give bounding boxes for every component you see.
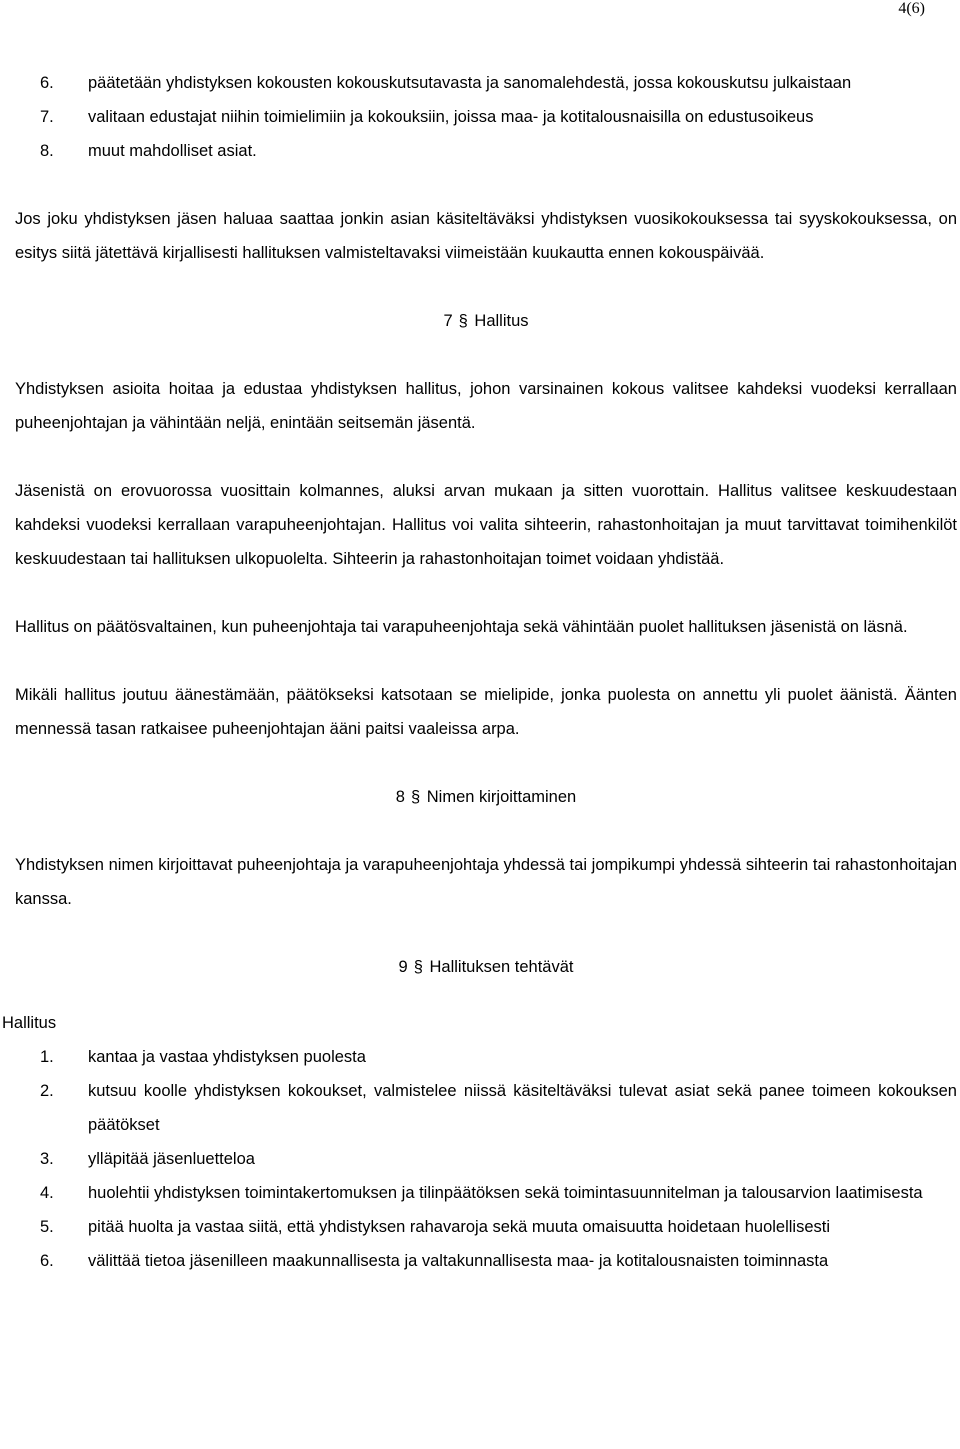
section-title: Hallituksen tehtävät bbox=[429, 958, 574, 976]
list-text: kutsuu koolle yhdistyksen kokoukset, valmistelee niissä käsiteltäväksi tulevat asiat sekä panee toimeen kokouksen päätökset bbox=[88, 1082, 957, 1134]
section-7-paragraph-2: Jäsenistä on erovuorossa vuosittain kolmannes, aluksi arvan mukaan ja sitten vuorottain. Hallitus valitsee keskuudestaan kahdeksi vuodeksi kerrallaan varapuheenjohtajan. Hallitus voi valita sihteerin, rahastonhoitajan ja muut tarvittavat toimihenkilöt keskuudestaan tai hallituksen ulkopuolelta. Sihteerin ja rahastonhoitajan toimet voidaan yhdistää. bbox=[15, 482, 957, 568]
list-number: 6. bbox=[40, 1252, 54, 1270]
document-body bbox=[2, 66, 957, 1278]
list-item bbox=[15, 1244, 957, 1278]
list-text: muut mahdolliset asiat. bbox=[88, 142, 257, 160]
list-item bbox=[15, 1074, 957, 1142]
list-number: 3. bbox=[40, 1150, 54, 1168]
list-item bbox=[15, 66, 957, 100]
list-item bbox=[15, 1176, 957, 1210]
section-7-paragraph-1: Yhdistyksen asioita hoitaa ja edustaa yhdistyksen hallitus, johon varsinainen kokous valitsee kahdeksi vuodeksi kerrallaan puheenjohtajan ja vähintään neljä, enintään seitsemän jäsentä. bbox=[15, 380, 957, 432]
section-8-paragraph: Yhdistyksen nimen kirjoittavat puheenjohtaja ja varapuheenjohtaja yhdessä tai jompikumpi yhdessä sihteerin tai rahastonhoitajan kanssa. bbox=[15, 856, 957, 908]
section-9-heading bbox=[15, 950, 957, 984]
section-sign: § bbox=[413, 958, 423, 976]
list-number: 1. bbox=[40, 1048, 54, 1066]
list-item bbox=[15, 134, 957, 168]
section-7-paragraph-4: Mikäli hallitus joutuu äänestämään, päätökseksi katsotaan se mielipide, jonka puolesta on annettu yli puolet äänistä. Äänten mennessä tasan ratkaisee puheenjohtajan ääni paitsi vaaleissa arpa. bbox=[15, 686, 957, 738]
section-number: 8 bbox=[395, 788, 405, 806]
list-text: huolehtii yhdistyksen toimintakertomuksen ja tilinpäätöksen sekä toimintasuunnitelman ja talousarvion laatimisesta bbox=[88, 1184, 923, 1202]
list-text: ylläpitää jäsenluetteloa bbox=[88, 1150, 255, 1168]
list-number: 6. bbox=[40, 74, 54, 92]
duties-label: Hallitus bbox=[2, 1014, 57, 1032]
list-number: 8. bbox=[40, 142, 54, 160]
section-number: 7 bbox=[443, 312, 453, 330]
list-text: pitää huolta ja vastaa siitä, että yhdistyksen rahavaroja sekä muuta omaisuutta hoidetaan huolellisesti bbox=[88, 1218, 831, 1236]
section-title: Nimen kirjoittaminen bbox=[426, 788, 577, 806]
list-number: 4. bbox=[40, 1184, 54, 1202]
list-item bbox=[15, 100, 957, 134]
list-item bbox=[15, 1210, 957, 1244]
section-8-heading bbox=[15, 780, 957, 814]
duties-list bbox=[15, 1040, 957, 1278]
list-number: 5. bbox=[40, 1218, 54, 1236]
proposal-paragraph: Jos joku yhdistyksen jäsen haluaa saattaa jonkin asian käsiteltäväksi yhdistyksen vuosikokouksessa tai syyskokouksessa, on esitys siitä jätettävä kirjallisesti hallituksen valmisteltavaksi viimeistään kuukautta ennen kokouspäivää. bbox=[15, 210, 957, 262]
list-text: päätetään yhdistyksen kokousten kokouskutsutavasta ja sanomalehdestä, jossa kokouskutsu julkaistaan bbox=[88, 74, 852, 92]
list-number: 2. bbox=[40, 1082, 54, 1100]
section-title: Hallitus bbox=[474, 312, 529, 330]
list-item bbox=[15, 1040, 957, 1074]
section-number: 9 bbox=[398, 958, 408, 976]
list-text: välittää tietoa jäsenilleen maakunnallisesta ja valtakunnallisesta maa- ja kotitalousnaisten toiminnasta bbox=[88, 1252, 829, 1270]
list-item bbox=[15, 1142, 957, 1176]
page-number: 4(6) bbox=[898, 0, 925, 17]
section-sign: § bbox=[458, 312, 468, 330]
section-sign: § bbox=[410, 788, 421, 806]
list-text: kantaa ja vastaa yhdistyksen puolesta bbox=[88, 1048, 366, 1066]
agenda-list bbox=[15, 66, 957, 168]
section-7-heading bbox=[15, 304, 957, 338]
list-text: valitaan edustajat niihin toimielimiin ja kokouksiin, joissa maa- ja kotitalousnaisilla on edustusoikeus bbox=[88, 108, 814, 126]
section-7-paragraph-3: Hallitus on päätösvaltainen, kun puheenjohtaja tai varapuheenjohtaja sekä vähintään puolet hallituksen jäsenistä on läsnä. bbox=[15, 618, 908, 636]
list-number: 7. bbox=[40, 108, 54, 126]
